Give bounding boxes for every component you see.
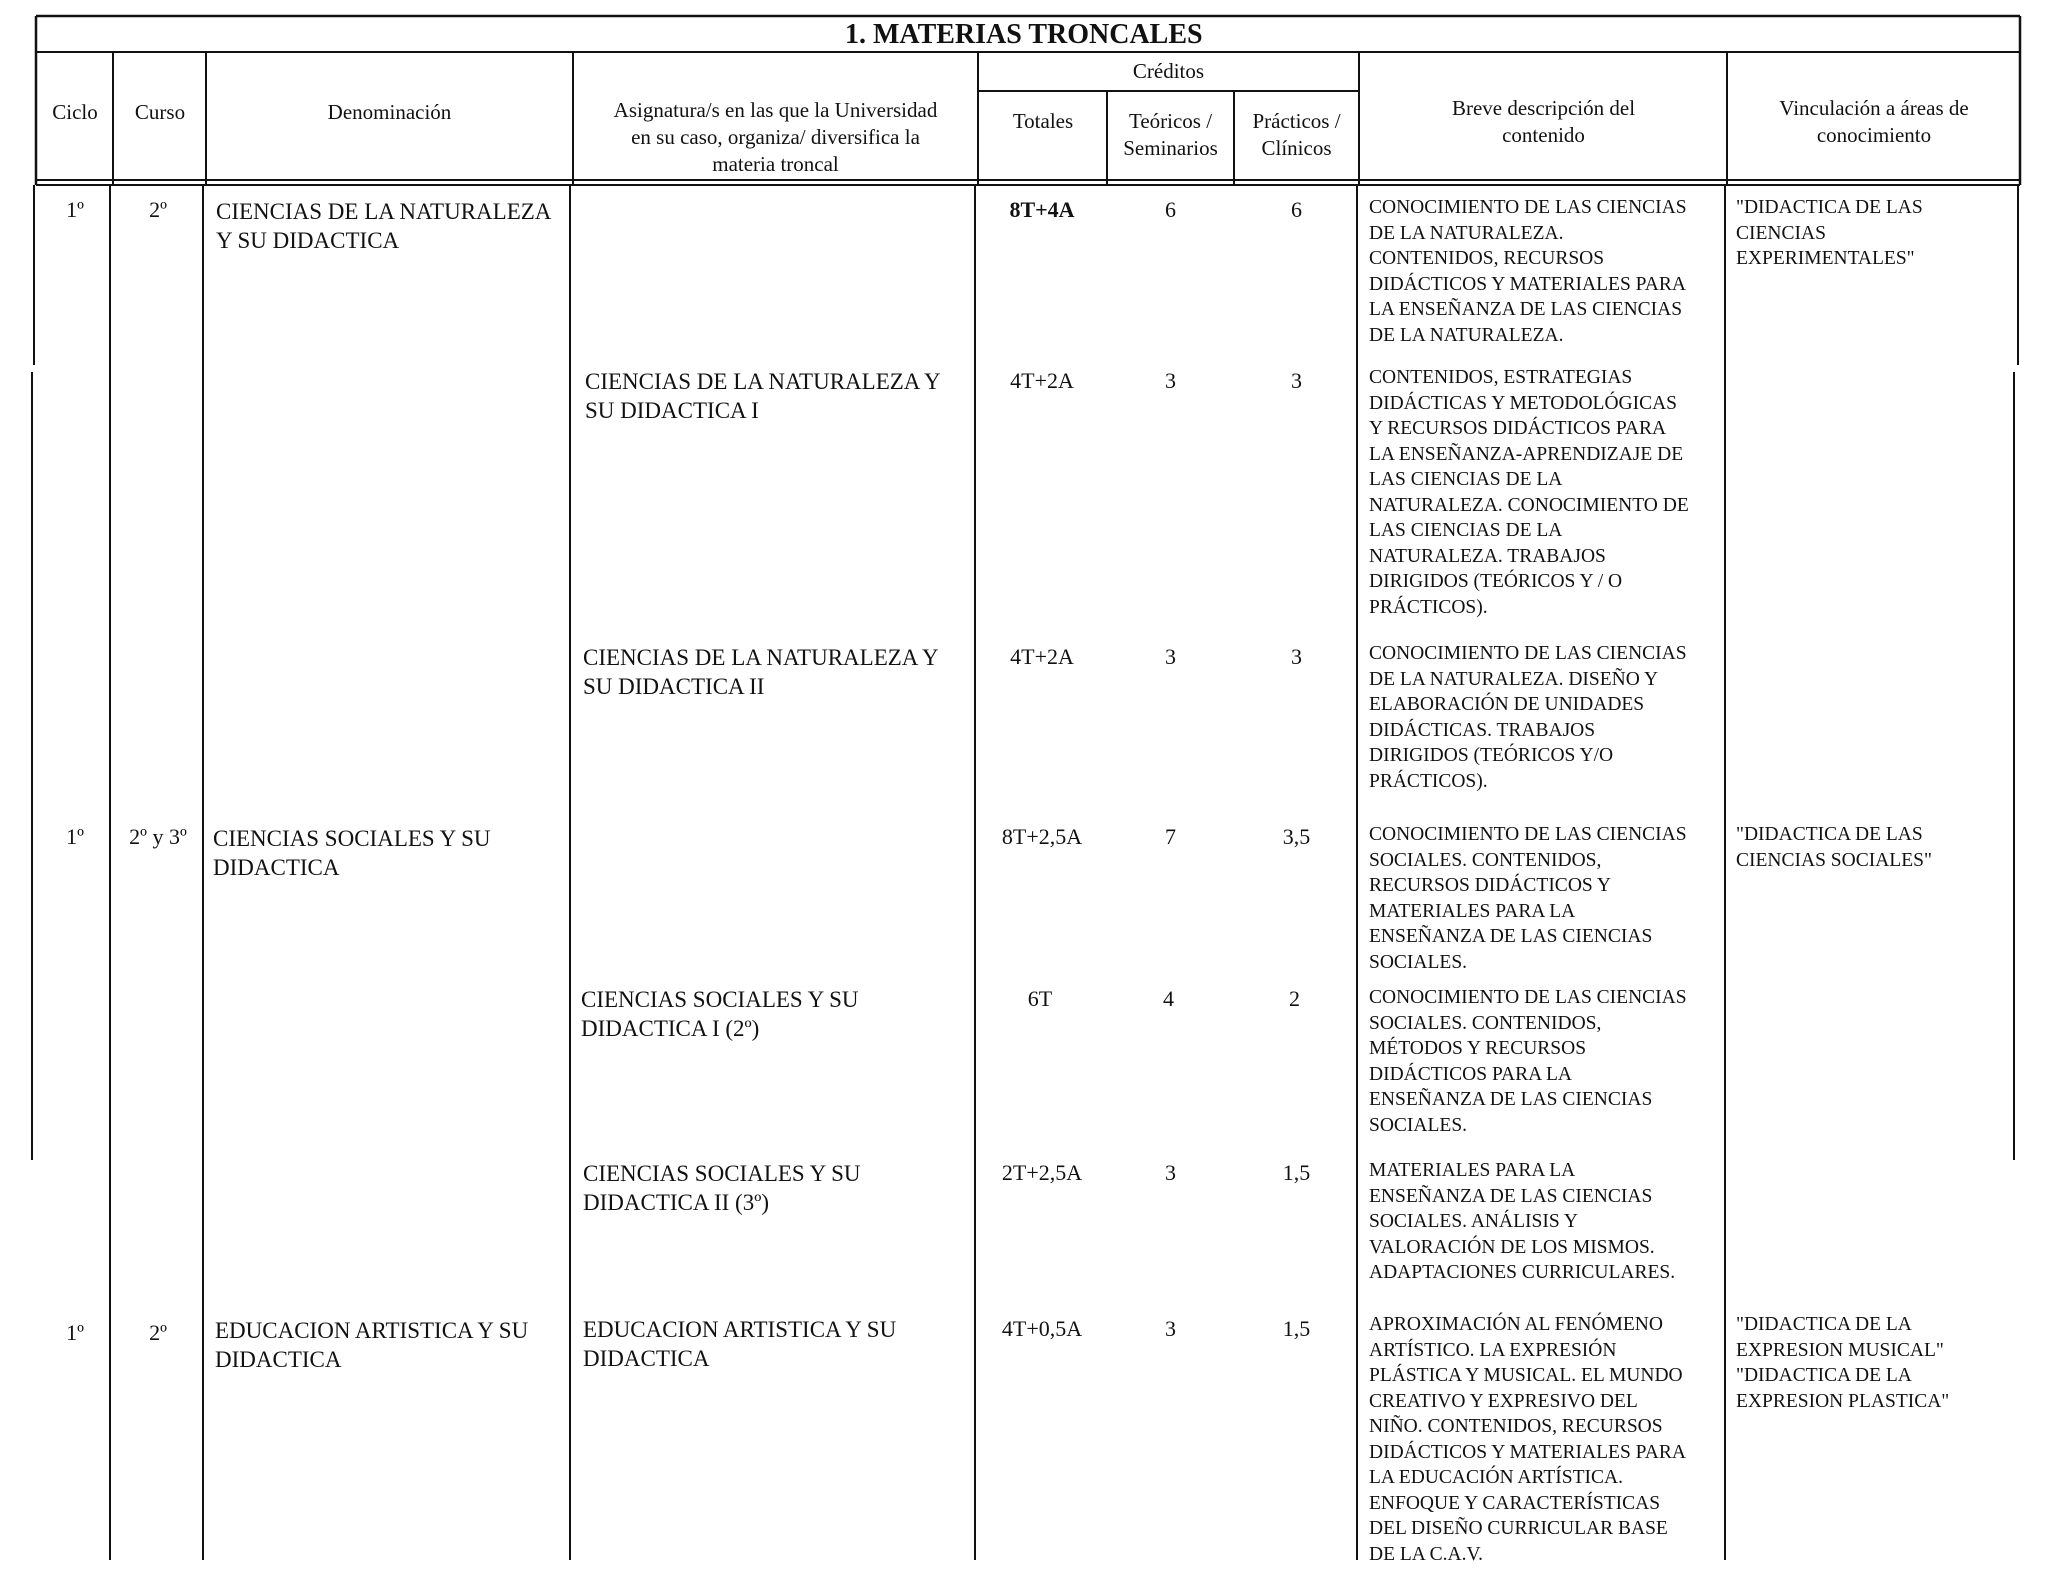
- cell-descripcion: CONOCIMIENTO DE LAS CIENCIAS SOCIALES. CONTENIDOS, RECURSOS DIDÁCTICOS Y MATERIALES PARA LA ENSEÑANZA DE LAS CIENCIAS SOCIALES.: [1369, 824, 1687, 973]
- cell-ciclo: 1º: [66, 824, 84, 849]
- cell-practicos: 6: [1291, 197, 1302, 222]
- document-title: 1. MATERIAS TRONCALES: [845, 19, 1203, 50]
- cell-ciclo: 1º: [66, 1320, 84, 1345]
- cell-vinculacion: "DIDACTICA DE LA EXPRESION MUSICAL" "DIDACTICA DE LA EXPRESION PLASTICA": [1736, 1314, 1950, 1412]
- cell-asignatura: CIENCIAS DE LA NATURALEZA Y SU DIDACTICA I: [585, 369, 941, 423]
- cell-totales: 4T+2A: [1010, 644, 1074, 669]
- header-practicos: Prácticos / Clínicos: [1252, 109, 1341, 160]
- header-descripcion: Breve descripción del contenido: [1451, 96, 1636, 147]
- cell-practicos: 2: [1289, 986, 1300, 1011]
- header-ciclo: Ciclo: [52, 100, 98, 124]
- cell-teoricos: 3: [1165, 368, 1176, 393]
- header-asignatura: Asignatura/s en las que la Universidad en su caso, organiza/ diversifica la materia troncal: [613, 98, 938, 176]
- cell-teoricos: 3: [1165, 1160, 1176, 1185]
- cell-asignatura: CIENCIAS SOCIALES Y SU DIDACTICA I (2º): [581, 987, 859, 1041]
- cell-denominacion: EDUCACION ARTISTICA Y SU DIDACTICA: [215, 1318, 529, 1372]
- cell-descripcion: CONTENIDOS, ESTRATEGIAS DIDÁCTICAS Y METODOLÓGICAS Y RECURSOS DIDÁCTICOS PARA LA ENSEÑANZA-APRENDIZAJE DE LAS CIENCIAS DE LA NATURALEZA. CONOCIMIENTO DE LAS CIENCIAS DE LA NATURALEZA. TRABAJOS DIRIGIDOS (TEÓRICOS Y / O PRÁCTICOS).: [1369, 367, 1689, 618]
- cell-curso: 2º: [149, 197, 167, 222]
- cell-totales: 8T+4A: [1009, 197, 1075, 222]
- cell-totales: 4T+2A: [1010, 368, 1074, 393]
- cell-descripcion: CONOCIMIENTO DE LAS CIENCIAS SOCIALES. CONTENIDOS, MÉTODOS Y RECURSOS DIDÁCTICOS PARA LA ENSEÑANZA DE LAS CIENCIAS SOCIALES.: [1369, 987, 1687, 1136]
- cell-descripcion: APROXIMACIÓN AL FENÓMENO ARTÍSTICO. LA EXPRESIÓN PLÁSTICA Y MUSICAL. EL MUNDO CREATIVO Y EXPRESIVO DEL NIÑO. CONTENIDOS, RECURSOS DIDÁCTICOS Y MATERIALES PARA LA EDUCACIÓN ARTÍSTICA. ENFOQUE Y CARACTERÍSTICAS DEL DISEÑO CURRICULAR BASE DE LA C.A.V.: [1369, 1314, 1686, 1565]
- header-vinculacion: Vinculación a áreas de conocimiento: [1779, 96, 1969, 147]
- header-curso: Curso: [134, 100, 186, 124]
- cell-teoricos: 4: [1163, 986, 1174, 1011]
- cell-totales: 4T+0,5A: [1001, 1316, 1083, 1341]
- cell-teoricos: 7: [1165, 824, 1176, 849]
- cell-teoricos: 3: [1165, 1316, 1176, 1341]
- cell-totales: 6T: [1027, 986, 1053, 1011]
- header-denominacion: Denominación: [327, 100, 452, 124]
- cell-descripcion: CONOCIMIENTO DE LAS CIENCIAS DE LA NATURALEZA. DISEÑO Y ELABORACIÓN DE UNIDADES DIDÁCTICAS. TRABAJOS DIRIGIDOS (TEÓRICOS Y/O PRÁCTICOS).: [1369, 643, 1687, 792]
- cell-teoricos: 3: [1165, 644, 1176, 669]
- cell-curso: 2º: [149, 1320, 167, 1345]
- cell-totales: 8T+2,5A: [1001, 824, 1083, 849]
- cell-asignatura: EDUCACION ARTISTICA Y SU DIDACTICA: [583, 1317, 897, 1371]
- header-teoricos: Teóricos / Seminarios: [1123, 109, 1218, 160]
- cell-vinculacion: "DIDACTICA DE LAS CIENCIAS EXPERIMENTALES": [1736, 197, 1923, 269]
- cell-denominacion: CIENCIAS SOCIALES Y SU DIDACTICA: [213, 826, 491, 880]
- cell-descripcion: MATERIALES PARA LA ENSEÑANZA DE LAS CIENCIAS SOCIALES. ANÁLISIS Y VALORACIÓN DE LOS MISMOS. ADAPTACIONES CURRICULARES.: [1369, 1160, 1676, 1283]
- cell-totales: 2T+2,5A: [1001, 1160, 1083, 1185]
- cell-practicos: 1,5: [1282, 1316, 1311, 1341]
- cell-curso: 2º y 3º: [129, 824, 187, 849]
- header-creditos: Créditos: [1132, 59, 1205, 83]
- cell-vinculacion: "DIDACTICA DE LAS CIENCIAS SOCIALES": [1736, 824, 1932, 871]
- cell-asignatura: CIENCIAS DE LA NATURALEZA Y SU DIDACTICA II: [583, 645, 939, 699]
- cell-practicos: 3: [1291, 368, 1302, 393]
- cell-practicos: 1,5: [1282, 1160, 1311, 1185]
- cell-practicos: 3,5: [1282, 824, 1311, 849]
- cell-descripcion: CONOCIMIENTO DE LAS CIENCIAS DE LA NATURALEZA. CONTENIDOS, RECURSOS DIDÁCTICOS Y MATERIALES PARA LA ENSEÑANZA DE LAS CIENCIAS DE LA NATURALEZA.: [1369, 197, 1687, 346]
- header-totales: Totales: [1012, 109, 1074, 133]
- cell-ciclo: 1º: [66, 197, 84, 222]
- cell-denominacion: CIENCIAS DE LA NATURALEZA Y SU DIDACTICA: [216, 199, 552, 253]
- cell-asignatura: CIENCIAS SOCIALES Y SU DIDACTICA II (3º): [583, 1161, 861, 1215]
- cell-teoricos: 6: [1165, 197, 1176, 222]
- cell-practicos: 3: [1291, 644, 1302, 669]
